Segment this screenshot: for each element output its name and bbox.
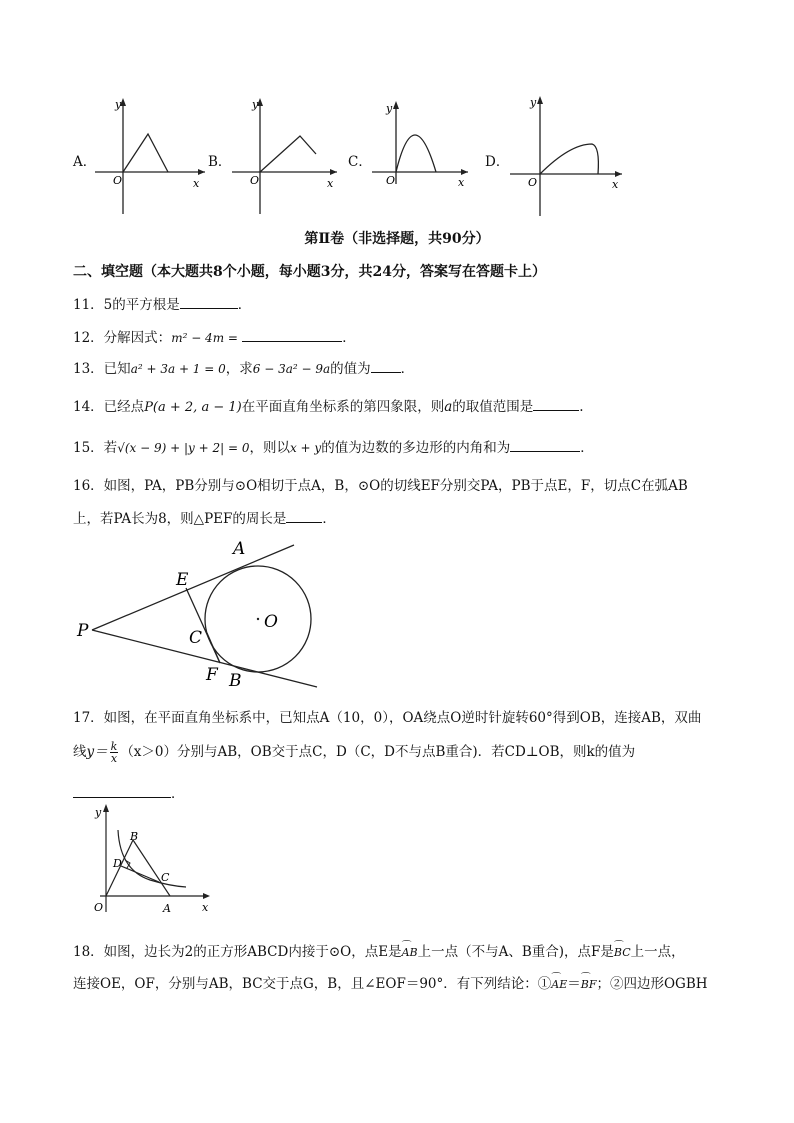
answer-blank[interactable] bbox=[242, 329, 342, 342]
question-17-line-3: ． bbox=[73, 782, 185, 802]
question-18-line-1: 18．如图，边长为2的正方形ABCD内接于⊙O，点E是⌒ AB上一点（不与A、B重合)，点F是⌒ BC上一点， bbox=[73, 940, 685, 960]
origin-label: O bbox=[94, 901, 104, 914]
point-b-label: B bbox=[130, 830, 139, 843]
origin-label: O bbox=[113, 174, 123, 187]
option-b-graph bbox=[232, 96, 342, 216]
y-axis-label: y bbox=[530, 96, 537, 109]
x-axis-label: x bbox=[193, 177, 200, 190]
x-axis-label: x bbox=[612, 178, 619, 191]
option-b-label: B． bbox=[208, 154, 232, 170]
option-d-graph bbox=[510, 94, 628, 218]
answer-blank[interactable] bbox=[286, 510, 322, 523]
answer-blank[interactable] bbox=[73, 785, 171, 798]
point-a-label: A bbox=[233, 539, 246, 559]
option-d-label: D． bbox=[485, 154, 510, 170]
arc-ab: ⌒ AB bbox=[402, 946, 418, 959]
arc-ae: ⌒ AE bbox=[551, 978, 567, 991]
point-p-label: P bbox=[77, 621, 89, 641]
point-a-label: A bbox=[163, 902, 171, 915]
y-axis-label: y bbox=[115, 98, 122, 111]
option-a-graph bbox=[95, 96, 210, 216]
point-b-label: B bbox=[229, 671, 242, 691]
origin-label: O bbox=[386, 174, 396, 186]
q16-figure bbox=[72, 535, 332, 695]
point-o-label: O bbox=[264, 612, 278, 632]
question-15: 15．若√(x − 9) + |y + 2| = 0，则以x + y的值为边数的多边形的内角和为 ． bbox=[73, 440, 594, 456]
fraction-k-over-x: $\frac{k}{x}$ bbox=[110, 740, 118, 765]
y-axis-label: y bbox=[252, 98, 259, 111]
answer-blank[interactable] bbox=[371, 360, 401, 373]
x-axis-label: x bbox=[327, 177, 334, 190]
option-c-graph bbox=[372, 100, 472, 186]
option-a-label: A． bbox=[73, 154, 97, 170]
section-title: 二、填空题（本大题共8个小题，每小题3分，共24分，答案写在答题卡上） bbox=[73, 264, 546, 280]
origin-label: O bbox=[250, 174, 260, 187]
point-c-label: C bbox=[189, 628, 203, 648]
y-axis-label: y bbox=[386, 102, 393, 115]
question-12: 12．分解因式：m² − 4m = ． bbox=[73, 330, 356, 346]
question-18-line-2: 连接OE，OF，分别与AB，BC交于点G，B，且∠EOF＝90°．有下列结论：①⌒ AE＝⌒ BF；②四边形OGBH bbox=[73, 972, 708, 992]
option-c-label: C． bbox=[348, 154, 372, 170]
x-axis-label: x bbox=[202, 901, 209, 914]
point-c-label: C bbox=[161, 871, 170, 884]
answer-blank[interactable] bbox=[510, 439, 580, 452]
question-17-line-1: 17．如图，在平面直角坐标系中，已知点A（10，0），OA绕点O逆时针旋转60°得到OB，连接AB，双曲 bbox=[73, 710, 702, 726]
point-f-label: F bbox=[206, 665, 218, 685]
point-e-label: E bbox=[176, 570, 189, 590]
q17-figure bbox=[80, 800, 220, 918]
y-axis-label: y bbox=[95, 806, 102, 819]
point-d-label: D bbox=[113, 857, 122, 870]
arc-bf: ⌒ BF bbox=[581, 978, 597, 991]
question-11: 11．5的平方根是 ． bbox=[73, 297, 252, 313]
question-14: 14．已经点P(a + 2, a − 1)在平面直角坐标系的第四象限，则a的取值范围是 . bbox=[73, 399, 584, 415]
x-axis-label: x bbox=[458, 176, 465, 186]
answer-blank[interactable] bbox=[180, 296, 238, 309]
answer-blank[interactable] bbox=[533, 398, 579, 411]
arc-bc: ⌒ BC bbox=[614, 946, 631, 959]
origin-label: O bbox=[528, 176, 538, 189]
question-16-line-2: 上，若PA长为8，则△PEF的周长是 ． bbox=[73, 511, 336, 527]
question-17-line-2: 线y＝ $\frac{k}{x}$ （x＞0）分别与AB，OB交于点C，D（C，D不与点B重合)．若CD⊥OB，则k的值为 bbox=[73, 740, 636, 765]
question-13: 13．已知a² + 3a + 1 = 0，求6 − 3a² − 9a的值为 ． bbox=[73, 361, 415, 377]
volume-title: 第Ⅱ卷（非选择题，共90分） bbox=[304, 231, 490, 247]
question-16-line-1: 16．如图，PA，PB分别与⊙O相切于点A，B，⊙O的切线EF分别交PA，PB于点E，F，切点C在弧AB bbox=[73, 478, 688, 494]
